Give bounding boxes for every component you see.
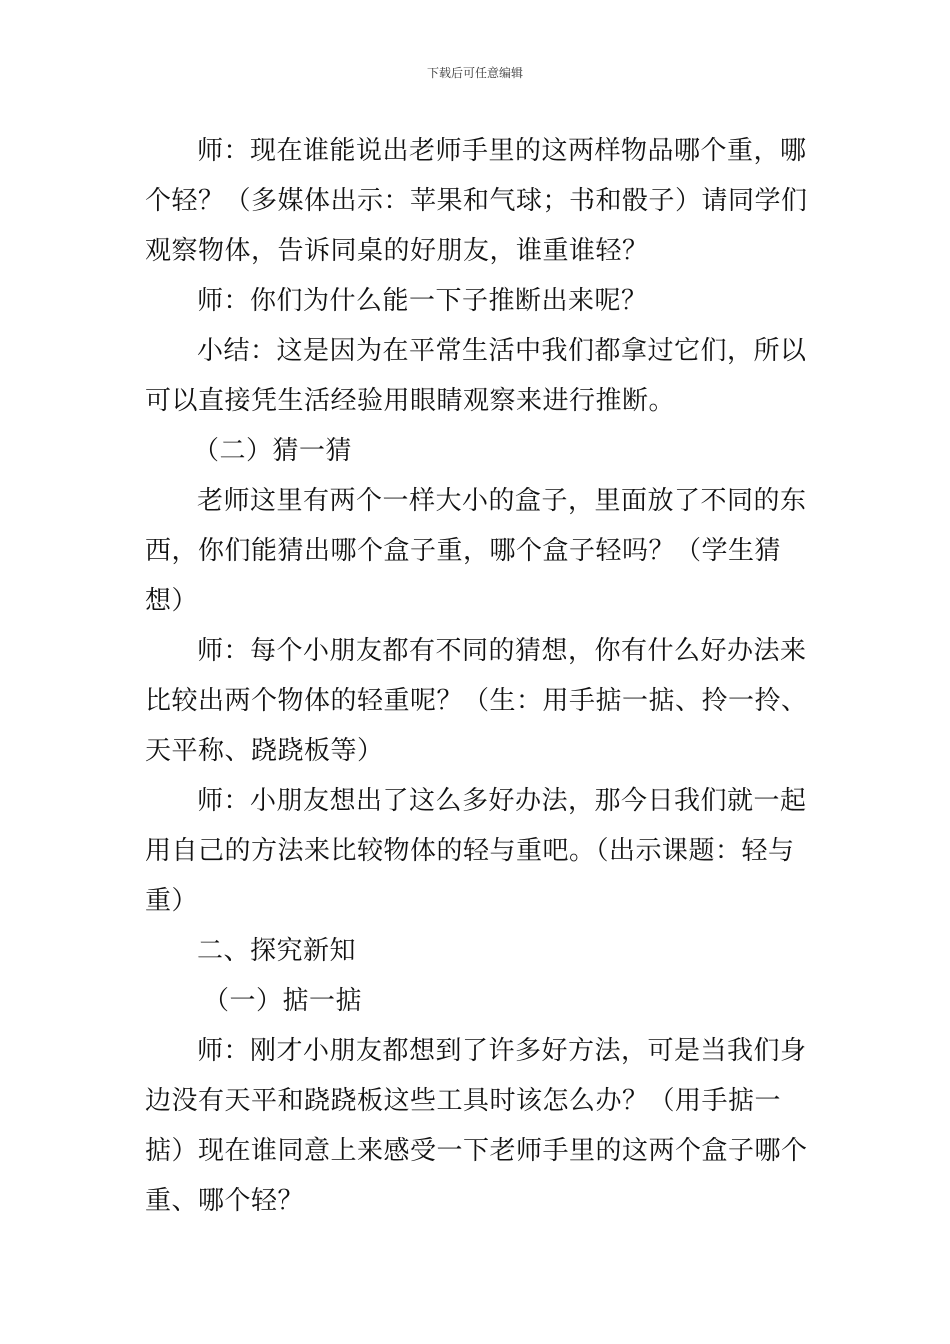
paragraph-line: 比较出两个物体的轻重呢？（生：用手掂一掂、拎一拎、 <box>145 686 808 716</box>
paragraph-line: 师：小朋友想出了这么多好办法，那今日我们就一起 <box>197 786 807 816</box>
paragraph-line: 掂）现在谁同意上来感受一下老师手里的这两个盒子哪个 <box>145 1136 808 1166</box>
paragraph-line: 师：现在谁能说出老师手里的这两样物品哪个重，哪 <box>197 136 807 166</box>
section-heading: 二、探究新知 <box>197 936 357 966</box>
paragraph-line: 可以直接凭生活经验用眼睛观察来进行推断。 <box>145 386 676 416</box>
section-heading: （二）猜一猜 <box>193 436 353 466</box>
paragraph-line: 师：每个小朋友都有不同的猜想，你有什么好办法来 <box>197 636 807 666</box>
paragraph-line: 重） <box>145 886 199 916</box>
page-header: 下载后可任意编辑 <box>426 66 523 80</box>
paragraph-line: 个轻？（多媒体出示：苹果和气球；书和骰子）请同学们 <box>145 186 808 216</box>
paragraph-line: 观察物体，告诉同桌的好朋友，谁重谁轻？ <box>145 236 649 266</box>
paragraph-line: 重、哪个轻？ <box>145 1186 305 1216</box>
paragraph-line: 老师这里有两个一样大小的盒子，里面放了不同的东 <box>197 486 807 516</box>
paragraph-line: 师：你们为什么能一下子推断出来呢？ <box>197 286 648 316</box>
paragraph-line: 想） <box>145 586 199 616</box>
paragraph-line: 用自己的方法来比较物体的轻与重吧。（出示课题：轻与 <box>145 836 795 866</box>
paragraph-line: 西，你们能猜出哪个盒子重，哪个盒子轻吗？（学生猜 <box>145 536 782 566</box>
paragraph-line: 边没有天平和跷跷板这些工具时该怎么办？（用手掂一 <box>145 1086 782 1116</box>
paragraph-line: 天平称、跷跷板等） <box>145 736 384 766</box>
subsection-heading: （一）掂一掂 <box>203 986 363 1016</box>
paragraph-line: 师：刚才小朋友都想到了许多好方法，可是当我们身 <box>197 1036 807 1066</box>
paragraph-line: 小结：这是因为在平常生活中我们都拿过它们，所以 <box>197 336 807 366</box>
